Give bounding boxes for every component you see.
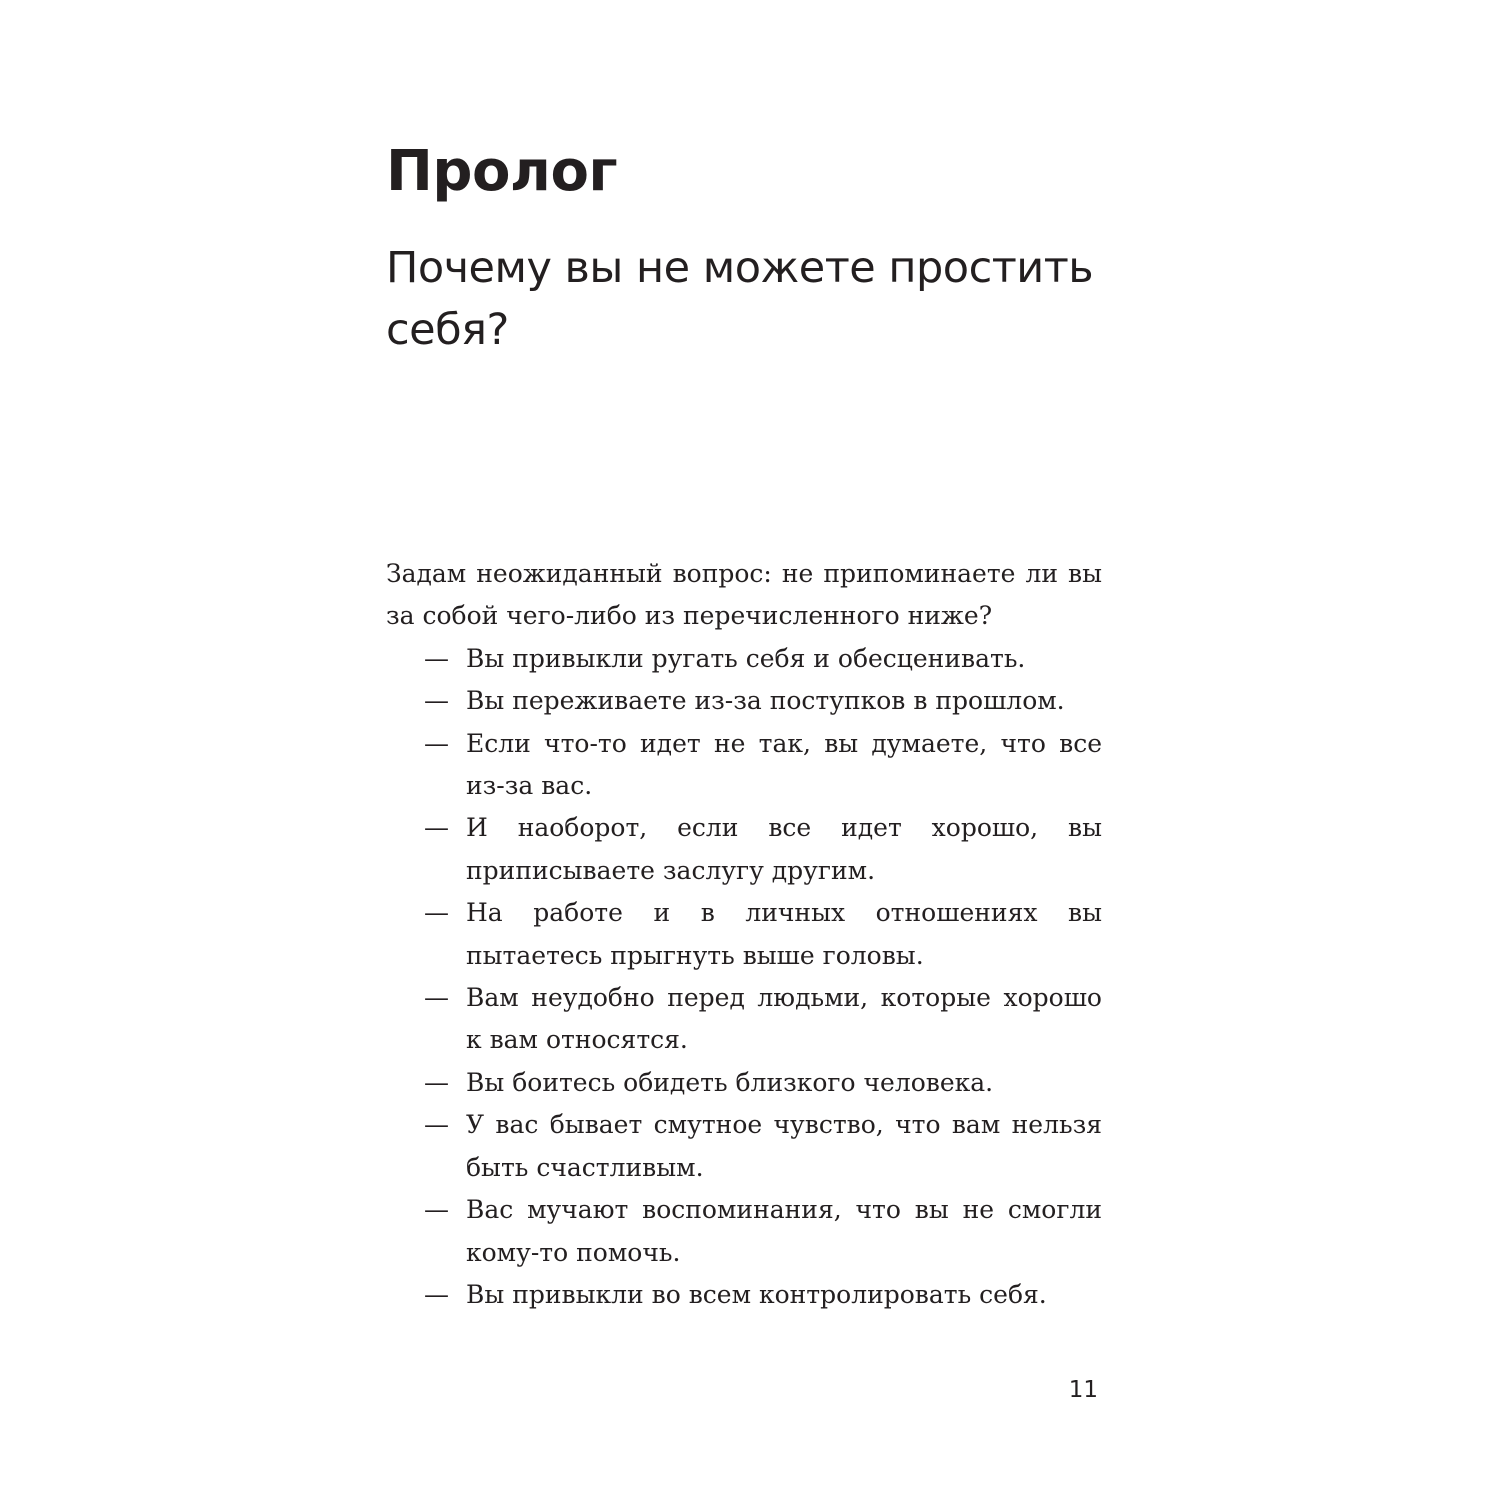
list-item-text: Вы боитесь обидеть близкого человека. bbox=[466, 1067, 994, 1097]
list-item-text: На работе и в личных отношениях вы пытаетесь прыгнуть выше головы. bbox=[466, 898, 1102, 970]
list-item-text: Вас мучают воспоминания, что вы не смогли кому-то помочь. bbox=[466, 1195, 1102, 1267]
chapter-label: Пролог bbox=[386, 139, 618, 204]
list-item-text: Вы переживаете из-за поступков в прошлом. bbox=[466, 686, 1065, 716]
list-item-text: Вы привыкли ругать себя и обесценивать. bbox=[466, 643, 1026, 673]
dash-marker: — bbox=[424, 643, 449, 673]
list-item bbox=[386, 1189, 1102, 1274]
list-item bbox=[386, 638, 1102, 680]
list-item bbox=[386, 1104, 1102, 1189]
dash-marker: — bbox=[424, 813, 449, 843]
list-item-text: Вы привыкли во всем контролировать себя. bbox=[466, 1279, 1047, 1309]
dash-marker: — bbox=[424, 898, 449, 928]
dash-marker: — bbox=[424, 686, 449, 716]
list-item-text: Если что-то идет не так, вы думаете, что все из-за вас. bbox=[466, 728, 1102, 801]
dash-marker: — bbox=[424, 1195, 449, 1225]
list-item-text: Вам неудобно перед людьми, которые хорошо к вам относятся. bbox=[466, 983, 1102, 1055]
dash-marker: — bbox=[424, 1279, 449, 1309]
intro-paragraph: Задам неожиданный вопрос: не припоминаете ли вы за собой чего-либо из перечисленного ниже? bbox=[386, 559, 1102, 631]
list-item bbox=[386, 1062, 1102, 1104]
list-item-text: И наоборот, если все идет хорошо, вы приписываете заслугу другим. bbox=[466, 813, 1102, 885]
page-number: 11 bbox=[1068, 1377, 1098, 1403]
dash-marker: — bbox=[424, 1110, 449, 1140]
body-text bbox=[386, 553, 1102, 1316]
list-item bbox=[386, 807, 1102, 892]
chapter-title: Почему вы не можете простить себя? bbox=[386, 243, 1094, 355]
list-item bbox=[386, 680, 1102, 722]
list-item-text: У вас бывает смутное чувство, что вам нельзя быть счастливым. bbox=[466, 1110, 1102, 1182]
list-item bbox=[386, 723, 1102, 808]
list-item bbox=[386, 1274, 1102, 1316]
list-item bbox=[386, 892, 1102, 977]
dash-marker: — bbox=[424, 728, 449, 758]
checklist bbox=[386, 638, 1102, 1317]
dash-marker: — bbox=[424, 1067, 449, 1097]
list-item bbox=[386, 977, 1102, 1062]
dash-marker: — bbox=[424, 983, 449, 1013]
